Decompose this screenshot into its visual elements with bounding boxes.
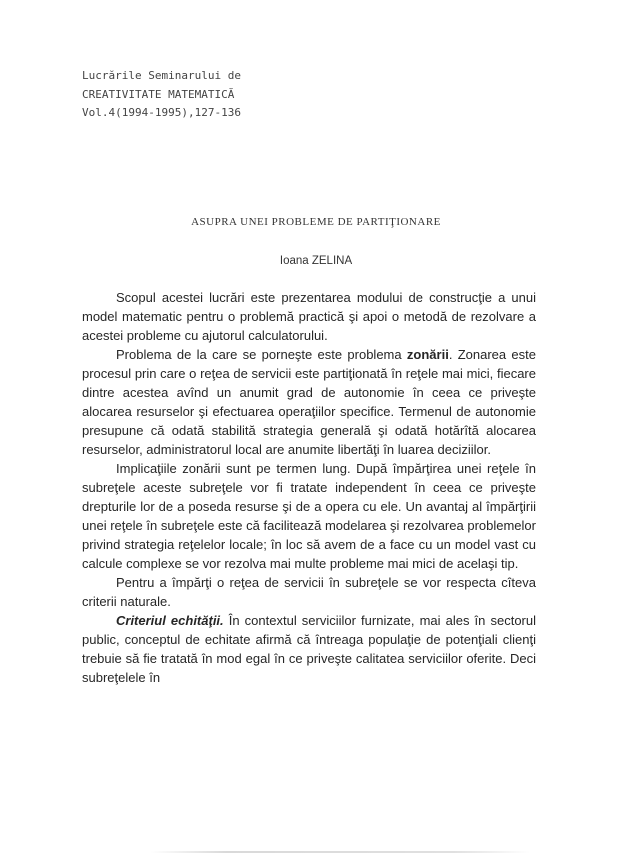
paragraph-2-text-c: . Zonarea este procesul prin care o reţea de servicii este partiţionată în reţele mai mici, fiecare dintre acestea avînd un anumit grad de autonomie în ceea ce priveşte alocarea resurselor şi efectuarea operaţiilor specifice. Termenul de autonomie presupune că odată stabilită strategia generală şi odată hotărîtă alocarea resurselor, administratorul local are anumite libertăţi în luarea deciziilor. xyxy=(82,347,536,457)
criterion-heading: Criteriul echităţii. xyxy=(116,613,224,628)
zonarii-term: zonării xyxy=(406,347,449,362)
body-text xyxy=(82,288,536,687)
paragraph-2-text-a: Problema de la care se porneşte este problema xyxy=(116,347,407,362)
paper-title: ASUPRA UNEI PROBLEME DE PARTIŢIONARE xyxy=(191,216,441,228)
paragraph-4: Pentru a împărţi o reţea de servicii în subreţele se vor respecta cîteva criterii naturale. xyxy=(82,575,536,609)
journal-header xyxy=(82,67,241,123)
header-line-3: Vol.4(1994-1995),127-136 xyxy=(82,106,241,119)
paragraph-5 xyxy=(82,611,536,687)
scan-artifact-line xyxy=(150,851,530,853)
paragraph-2 xyxy=(82,345,536,459)
paragraph-1: Scopul acestei lucrări este prezentarea modului de construcţie a unui model matematic pentru o problemă practică şi apoi o metodă de rezolvare a acestei probleme cu ajutorul calculatorului. xyxy=(82,290,536,343)
paragraph-5-text: În contextul serviciilor furnizate, mai ales în sectorul public, conceptul de echitate afirmă că întreaga populaţie de potenţiali clienţi trebuie să fie tratată în mod egal în ce priveşte calitatea serviciilor oferite. Deci subreţelele în xyxy=(82,613,536,685)
author-name: Ioana ZELINA xyxy=(279,255,353,267)
header-line-2: CREATIVITATE MATEMATICĂ xyxy=(82,87,235,101)
header-line-1: Lucrările Seminarului de xyxy=(82,69,241,82)
paragraph-3: Implicaţiile zonării sunt pe termen lung. După împărţirea unei reţele în subreţele aceste subreţele vor fi tratate independent în ceea ce priveşte drepturile lor de a poseda resurse şi de a opera cu ele. Un avantaj al împărţirii unei reţele în subreţele este că facilitează modelarea şi rezolvarea problemelor privind strategia reţelelor locale; în loc să avem de a face cu un model vast cu calcule complexe se vor rezolva mai multe probleme mai mici de acelaşi tip. xyxy=(82,461,536,571)
